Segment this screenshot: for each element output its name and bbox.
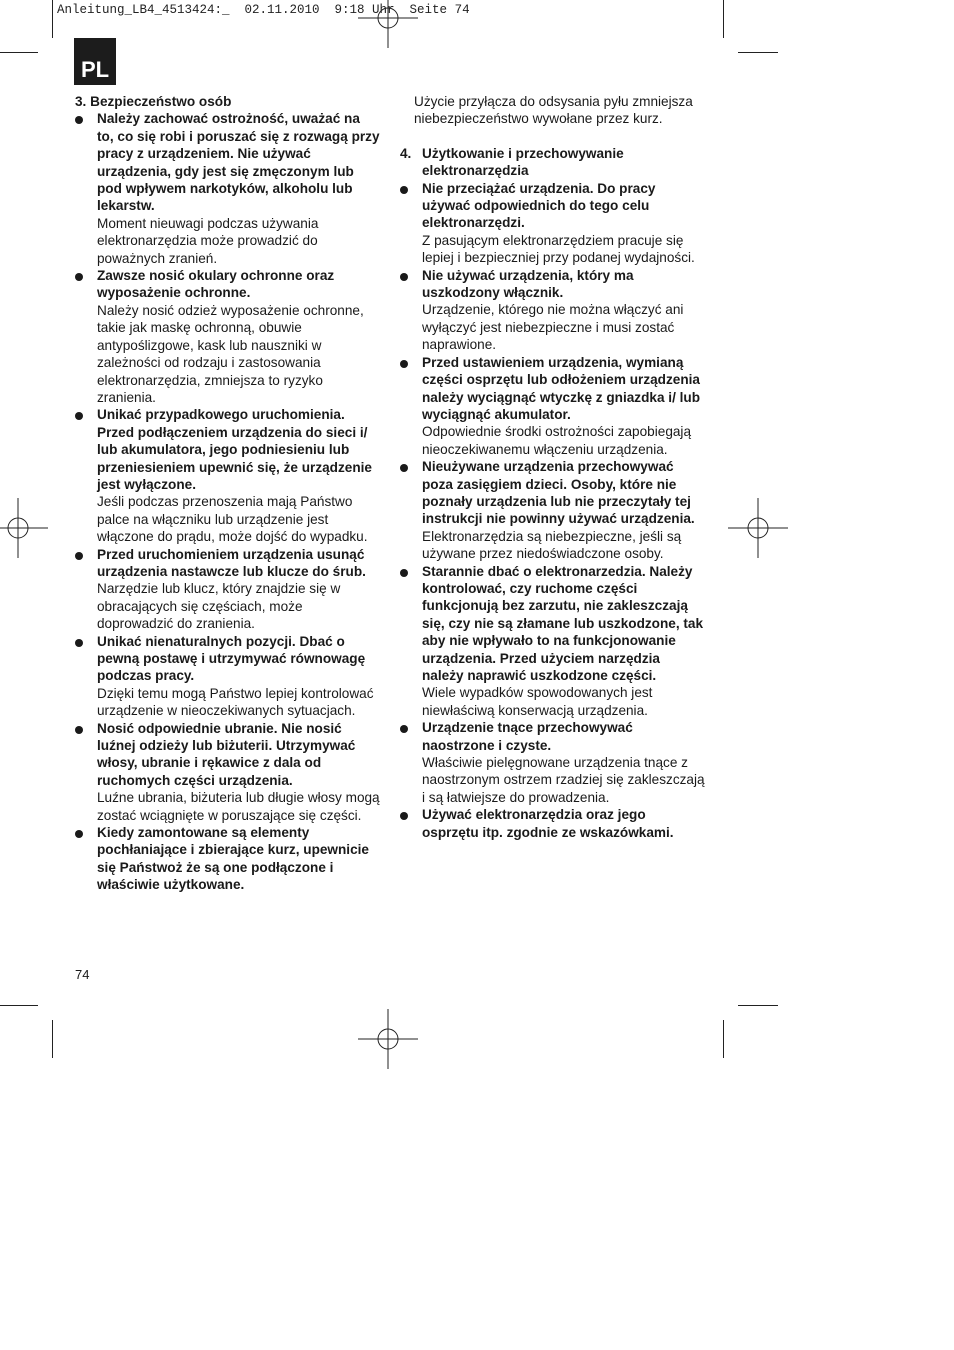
- bullet-icon: [400, 273, 408, 281]
- item-heading: Starannie dbać o elektronarzedzia. Należy kontrolować, czy ruchome części funkcjonują bez zarzutu, nie zakleszczają się, czy nie są złamane lub uszkodzone, tak aby nie wpływało to na funkcjonowanie urządzenia. Przed użyciem narzędzia należy naprawić uszkodzone części.: [422, 563, 704, 683]
- item-heading: Urządzenie tnące przechowywać naostrzone i czyste.: [422, 720, 633, 753]
- registration-mark-icon: [728, 498, 788, 558]
- section-title-text: Użytkowanie i przechowywanie elektronarzędzia: [422, 145, 624, 179]
- list-item: [400, 354, 705, 458]
- crop-mark: [723, 0, 724, 38]
- item-heading: Unikać nienaturalnych pozycji. Dbać o pewną postawę i utrzymywać równowagę podczas pracy.: [97, 633, 366, 684]
- bullet-icon: [400, 725, 408, 733]
- item-text: Moment nieuwagi podczas używania elektronarzędzia może prowadzić do poważnych zranień.: [97, 215, 319, 266]
- item-text: Odpowiednie środki ostrożności zapobiegają nieoczekiwanemu włączeniu urządzenia.: [422, 424, 692, 457]
- item-heading: Nie używać urządzenia, który ma uszkodzony włącznik.: [422, 267, 634, 301]
- item-text: Wiele wypadków spowodowanych jest niewłaściwą konserwacją urządzenia.: [422, 685, 653, 718]
- list-item: [400, 719, 705, 806]
- crop-mark: [52, 0, 53, 38]
- bullet-icon: [75, 639, 83, 647]
- list-item: [75, 633, 380, 720]
- list-item: [75, 546, 380, 633]
- bullet-icon: [400, 464, 408, 472]
- list-item: [75, 406, 380, 545]
- bullet-icon: [400, 569, 408, 577]
- item-text: Jeśli podczas przenoszenia mają Państwo palce na włączniku lub urządzenie jest włączone do prądu, może dojść do wypadku.: [97, 494, 368, 545]
- section-number: 4.: [400, 145, 412, 161]
- bullet-icon: [400, 360, 408, 368]
- item-text: Dzięki temu mogą Państwo lepiej kontrolować urządzenie w nieoczekiwanych sytuacjach.: [97, 685, 374, 719]
- crop-mark: [0, 52, 38, 53]
- list-item: [75, 110, 380, 267]
- item-heading: Kiedy zamontowane są elementy pochłaniające i zbierające kurz, upewnicie się Państwoż że są one podłączone i właściwie użytkowane.: [97, 825, 369, 893]
- item-text: Urządzenie, którego nie można włączyć ani wyłączyć jest niebezpieczne i musi zostać naprawione.: [422, 302, 684, 353]
- bullet-icon: [75, 273, 83, 281]
- section-number: 3.: [75, 94, 87, 109]
- crop-mark: [738, 52, 778, 53]
- list-item: [400, 267, 705, 354]
- list-item: [75, 267, 380, 406]
- bullet-icon: [75, 552, 83, 560]
- list-item: [400, 458, 705, 562]
- bullet-icon: [400, 186, 408, 194]
- list-item: [400, 563, 705, 720]
- print-slug-header: Anleitung_LB4_4513424:_ 02.11.2010 9:18 Uhr Seite 74: [57, 3, 470, 17]
- list-item: [75, 720, 380, 824]
- crop-mark: [738, 1005, 778, 1006]
- item-heading: Nieużywane urządzenia przechowywać poza zasięgiem dzieci. Osoby, które nie poznały urządzenia lub nie przeczytały tej instrukcji nie powinny używać urządzenia.: [422, 459, 695, 527]
- item-text: Narzędzie lub klucz, który znajdzie się w obracających się częściach, może doprowadzić do zranienia.: [97, 581, 341, 632]
- list-item: [400, 806, 705, 841]
- item-heading: Należy zachować ostrożność, uważać na to, co się robi i poruszać się z rozwagą przy pracy z urządzeniem. Nie używać urządzenia, gdy jest się zmęczonym lub pod wpływem narkotyków, alkoholu lub lekarstw.: [97, 111, 380, 214]
- crop-mark: [723, 1020, 724, 1058]
- list-item: [75, 824, 380, 894]
- registration-mark-icon: [358, 1009, 418, 1069]
- right-column: [400, 93, 705, 841]
- section-title-text: Bezpieczeństwo osób: [90, 94, 232, 109]
- item-text: Z pasującym elektronarzędziem pracuje się lepiej i bezpieczniej przy podanej wydajności.: [422, 232, 695, 266]
- left-column: [75, 93, 380, 894]
- item-heading: Nosić odpowiednie ubranie. Nie nosić luźnej odzieży lub biżuterii. Utrzymywać włosy, ubranie i rękawice z dala od ruchomych części urządzenia.: [97, 720, 356, 788]
- item-heading: Przed ustawieniem urządzenia, wymianą części osprzętu lub odłożeniem urządzenia należy wyciągnąć wtyczkę z gniazdka i/ lub wyciągnąć akumulator.: [422, 354, 701, 422]
- list-item: [400, 180, 705, 267]
- item-heading: Zawsze nosić okulary ochronne oraz wyposażenie ochronne.: [97, 268, 335, 301]
- item-heading: Unikać przypadkowego uruchomienia. Przed podłączeniem urządzenia do sieci i/ lub akumulatora, jego podniesieniu lub przeniesieniem upewnić się, że urządzenie jest wyłączone.: [97, 407, 372, 492]
- page-number: 74: [75, 967, 90, 982]
- item-text: Należy nosić odzież wyposażenie ochronne, takie jak maskę ochronną, obuwie antypoślizgowe, kask lub nauszniki w zależności od rodzaju i zastosowania elektronarzędzia, zmniejsza to ryzyko zranienia.: [97, 302, 364, 405]
- bullet-icon: [75, 412, 83, 420]
- registration-mark-icon: [0, 498, 48, 558]
- registration-mark-icon: [358, 0, 418, 48]
- item-heading: Nie przeciążać urządzenia. Do pracy używać odpowiednich do tego celu elektronarzędzi.: [422, 180, 656, 231]
- item-text: Właściwie pielęgnowane urządzenia tnące z naostrzonym ostrzem rzadziej się zakleszczają i są łatwiejsze do prowadzenia.: [422, 755, 705, 805]
- section-title: [75, 93, 380, 110]
- crop-mark: [52, 1020, 53, 1058]
- item-heading: Przed uruchomieniem urządzenia usunąć urządzenia nastawcze lub klucze do śrub.: [97, 546, 366, 579]
- bullet-icon: [400, 812, 408, 820]
- bullet-icon: [75, 116, 83, 124]
- intro-paragraph: Użycie przyłącza do odsysania pyłu zmniejsza niebezpieczeństwo wywołane przez kurz.: [414, 94, 693, 127]
- item-text: Elektronarzędzia są niebezpieczne, jeśli są używane przez niedoświadczone osoby.: [422, 528, 682, 562]
- item-text: Luźne ubrania, biżuteria lub długie włosy mogą zostać wciągnięte w poruszające się części.: [97, 790, 380, 823]
- crop-mark: [0, 1005, 38, 1006]
- language-badge: PL: [74, 38, 116, 85]
- section-title: [400, 145, 705, 180]
- bullet-icon: [75, 830, 83, 838]
- bullet-icon: [75, 726, 83, 734]
- item-heading: Używać elektronarzędzia oraz jego osprzętu itp. zgodnie ze wskazówkami.: [422, 807, 674, 840]
